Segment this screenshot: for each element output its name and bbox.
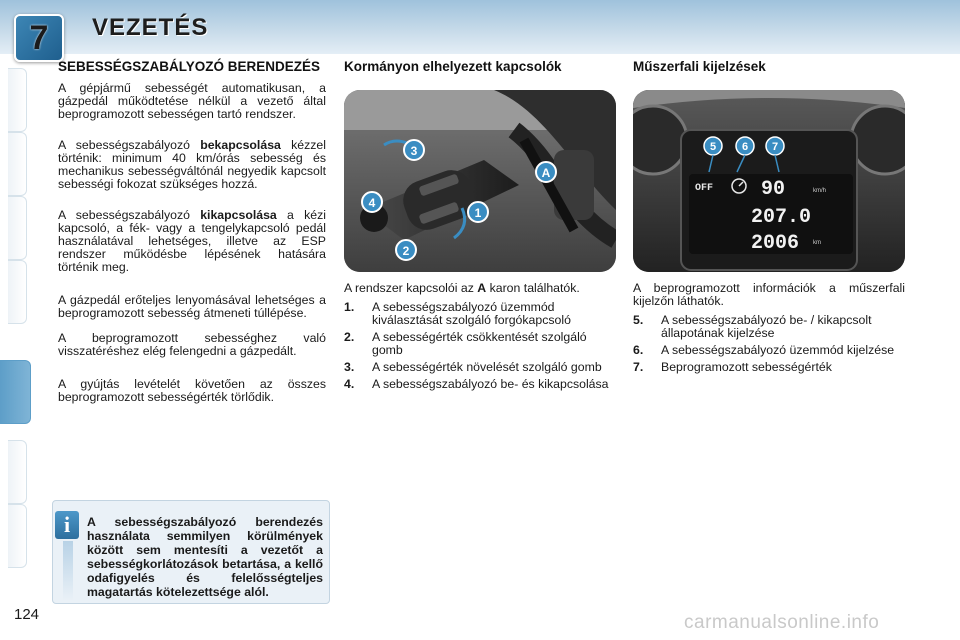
svg-text:km: km bbox=[813, 240, 821, 246]
side-tab[interactable] bbox=[8, 68, 27, 132]
info-box bbox=[52, 500, 330, 604]
callout-2 bbox=[396, 240, 416, 260]
svg-text:km/h: km/h bbox=[813, 188, 827, 194]
list-item: 1. A sebességszabályozó üzemmód kiválasztását szolgáló forgókapcsoló bbox=[344, 300, 571, 327]
callout-3 bbox=[404, 140, 424, 160]
section-heading: SEBESSÉGSZABÁLYOZÓ BERENDEZÉS bbox=[58, 59, 321, 74]
steering-stalk-photo bbox=[344, 90, 616, 272]
side-tab[interactable] bbox=[8, 196, 27, 260]
side-tab[interactable] bbox=[8, 260, 27, 324]
instrument-display-illustration bbox=[633, 90, 905, 272]
column-middle bbox=[344, 60, 616, 395]
info-bar bbox=[63, 541, 73, 601]
svg-text:5: 5 bbox=[709, 141, 717, 153]
paragraph: A sebességszabályozó kikapcsolása a kézi kapcsoló, a fék- vagy a tengelykapcsoló pedál használatával lehetséges, illetve az ESP rendszer működésbe lépésének hatására történik meg. bbox=[58, 208, 326, 274]
list-item: 7. Beprogramozott sebességérték bbox=[633, 360, 832, 374]
callout-4 bbox=[362, 192, 382, 212]
side-tabs bbox=[0, 60, 30, 580]
side-tab[interactable] bbox=[8, 440, 27, 504]
column-left bbox=[58, 60, 326, 416]
callout-5 bbox=[704, 137, 722, 155]
paragraph: A gázpedál erőteljes lenyomásával lehetséges a beprogramozott sebesség átmeneti túllépése. bbox=[58, 293, 326, 320]
svg-text:3: 3 bbox=[410, 144, 418, 158]
svg-text:4: 4 bbox=[368, 196, 376, 210]
section-heading: Műszerfali kijelzések bbox=[633, 59, 766, 74]
side-tab[interactable] bbox=[8, 132, 27, 196]
info-text: A sebességszabályozó berendezés használata semmilyen körülmények között sem mentesíti a vezetőt a sebességkorlátozások betartása, a kellő odafigyelés és felelősségteljes magatartás kötelezettsége alól. bbox=[87, 515, 323, 599]
side-tab-active[interactable] bbox=[0, 360, 31, 424]
svg-text:1: 1 bbox=[474, 206, 482, 220]
list-item: 3. A sebességérték növelését szolgáló gomb bbox=[344, 360, 602, 374]
page-number: 124 bbox=[14, 606, 40, 623]
paragraph: A rendszer kapcsolói az A karon találhatók. bbox=[344, 281, 580, 295]
info-icon: i bbox=[55, 511, 79, 539]
svg-text:2: 2 bbox=[402, 244, 410, 258]
steering-stalk-illustration bbox=[344, 90, 616, 272]
callout-7 bbox=[766, 137, 784, 155]
numbered-list bbox=[633, 314, 905, 374]
list-item: 6. A sebességszabályozó üzemmód kijelzése bbox=[633, 343, 895, 357]
svg-text:2006: 2006 bbox=[751, 232, 800, 255]
svg-text:6: 6 bbox=[741, 141, 749, 153]
column-right bbox=[633, 60, 905, 378]
side-tab[interactable] bbox=[8, 504, 27, 568]
watermark: carmanualsonline.info bbox=[684, 612, 880, 633]
chapter-badge bbox=[14, 14, 64, 62]
section-heading: Kormányon elhelyezett kapcsolók bbox=[344, 59, 562, 74]
callout-A bbox=[536, 162, 556, 182]
numbered-list bbox=[344, 301, 616, 391]
chapter-title: VEZETÉS bbox=[92, 14, 209, 41]
list-item: 2. A sebességérték csökkentését szolgáló gomb bbox=[344, 330, 587, 357]
instrument-panel-photo bbox=[633, 90, 905, 272]
list-item: 4. A sebességszabályozó be- és kikapcsolása bbox=[344, 377, 609, 391]
paragraph: A sebességszabályozó bekapcsolása kézzel történik: minimum 40 km/órás sebesség és mechanikus sebességváltónál negyedik kapcsolt sebességi fokozat szükséges hozzá. bbox=[58, 138, 326, 191]
paragraph: A gépjármű sebességét automatikusan, a gázpedál működtetése nélkül a vezető által beprogramozott sebességen tartó rendszer. bbox=[58, 81, 326, 121]
paragraph: A beprogramozott sebességhez való visszatéréshez elég felengedni a gázpedált. bbox=[58, 331, 326, 358]
svg-text:90: 90 bbox=[761, 178, 786, 201]
callout-6 bbox=[736, 137, 754, 155]
list-item: 5. A sebességszabályozó be- / kikapcsolt állapotának kijelzése bbox=[633, 313, 872, 340]
paragraph: A gyújtás levételét követően az összes beprogramozott sebességérték törlődik. bbox=[58, 377, 326, 404]
svg-text:207.0: 207.0 bbox=[751, 206, 812, 229]
callout-1 bbox=[468, 202, 488, 222]
svg-text:7: 7 bbox=[771, 141, 779, 153]
svg-text:A: A bbox=[541, 166, 551, 180]
svg-text:OFF: OFF bbox=[695, 183, 714, 194]
chapter-number: 7 bbox=[29, 18, 49, 57]
paragraph: A beprogramozott információk a műszerfali kijelzőn láthatók. bbox=[633, 281, 905, 308]
